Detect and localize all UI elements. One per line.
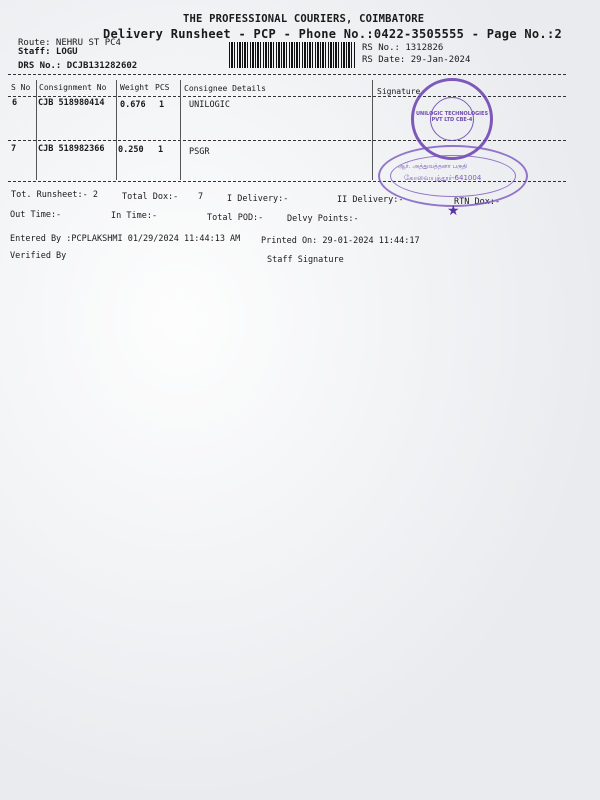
entered-by: Entered By :PCPLAKSHMI 01/29/2024 11:44:13 AM	[10, 234, 241, 244]
in-time-label: In Time:-	[111, 211, 158, 221]
verified-by-label: Verified By	[10, 251, 67, 261]
column-header-signature: Signature	[377, 87, 421, 96]
row-sno: 6	[12, 98, 18, 108]
column-header-weight: Weight	[120, 83, 149, 92]
seal-text: UNILOGIC TECHNOLOGIES PVT LTD CBE-4	[415, 111, 489, 123]
total-dox-value: 7	[198, 192, 204, 202]
row-sno: 7	[11, 144, 17, 154]
column-divider	[372, 80, 373, 180]
barcode-image	[229, 42, 356, 68]
rs-date: RS Date: 29-Jan-2024	[362, 55, 471, 65]
row-pcs: 1	[159, 100, 165, 110]
row-weight: 0.676	[120, 100, 146, 110]
column-header-sno: S No	[11, 83, 31, 92]
ii-delivery-label: II Delivery:-	[337, 195, 404, 205]
column-header-pcs: PCS	[155, 83, 170, 92]
row-consignee: PSGR	[189, 147, 210, 157]
column-header-consignee: Consignee Details	[184, 84, 266, 93]
i-delivery-label: I Delivery:-	[227, 194, 289, 204]
oval-stamp-line2: கோவையுத்தூர்-641004	[404, 174, 482, 182]
drs-number: DRS No.: DCJB131282602	[18, 61, 138, 71]
column-divider	[180, 80, 181, 180]
delvy-points-label: Delvy Points:-	[287, 214, 359, 224]
table-top-rule	[8, 74, 566, 75]
out-time-label: Out Time:-	[10, 210, 62, 220]
tot-runsheet: Tot. Runsheet:- 2	[11, 190, 98, 200]
staff-label: Staff: LOGU	[18, 47, 78, 57]
route-label: Route: NEHRU ST PC4	[18, 38, 121, 48]
staff-signature-label: Staff Signature	[267, 255, 344, 265]
column-divider	[36, 80, 37, 180]
row-weight: 0.250	[118, 145, 144, 155]
total-pod-label: Total POD:-	[207, 213, 264, 223]
rtn-dox-label: RTN Dox:-	[454, 197, 501, 207]
star-mark-icon: ★	[447, 203, 460, 219]
company-title: THE PROFESSIONAL COURIERS, COIMBATORE	[183, 13, 425, 25]
total-dox-label: Total Dox:-	[122, 192, 179, 202]
runsheet-title: Delivery Runsheet - PCP - Phone No.:0422-3505555 - Page No.:2	[103, 27, 563, 41]
printed-on: Printed On: 29-01-2024 11:44:17	[261, 236, 420, 246]
rs-number: RS No.: 1312826	[362, 43, 444, 53]
row-consignment: CJB 518982366	[38, 144, 105, 154]
oval-stamp-line1: ஆர். அத்துவத்தனா பகுதி	[398, 163, 468, 170]
row-consignee: UNILOGIC	[189, 100, 230, 110]
column-divider	[116, 80, 117, 180]
column-header-consignment: Consignment No	[39, 83, 107, 92]
row-pcs: 1	[158, 145, 164, 155]
row-consignment: CJB 518980414	[38, 98, 105, 108]
oval-receipt-stamp	[378, 145, 528, 207]
